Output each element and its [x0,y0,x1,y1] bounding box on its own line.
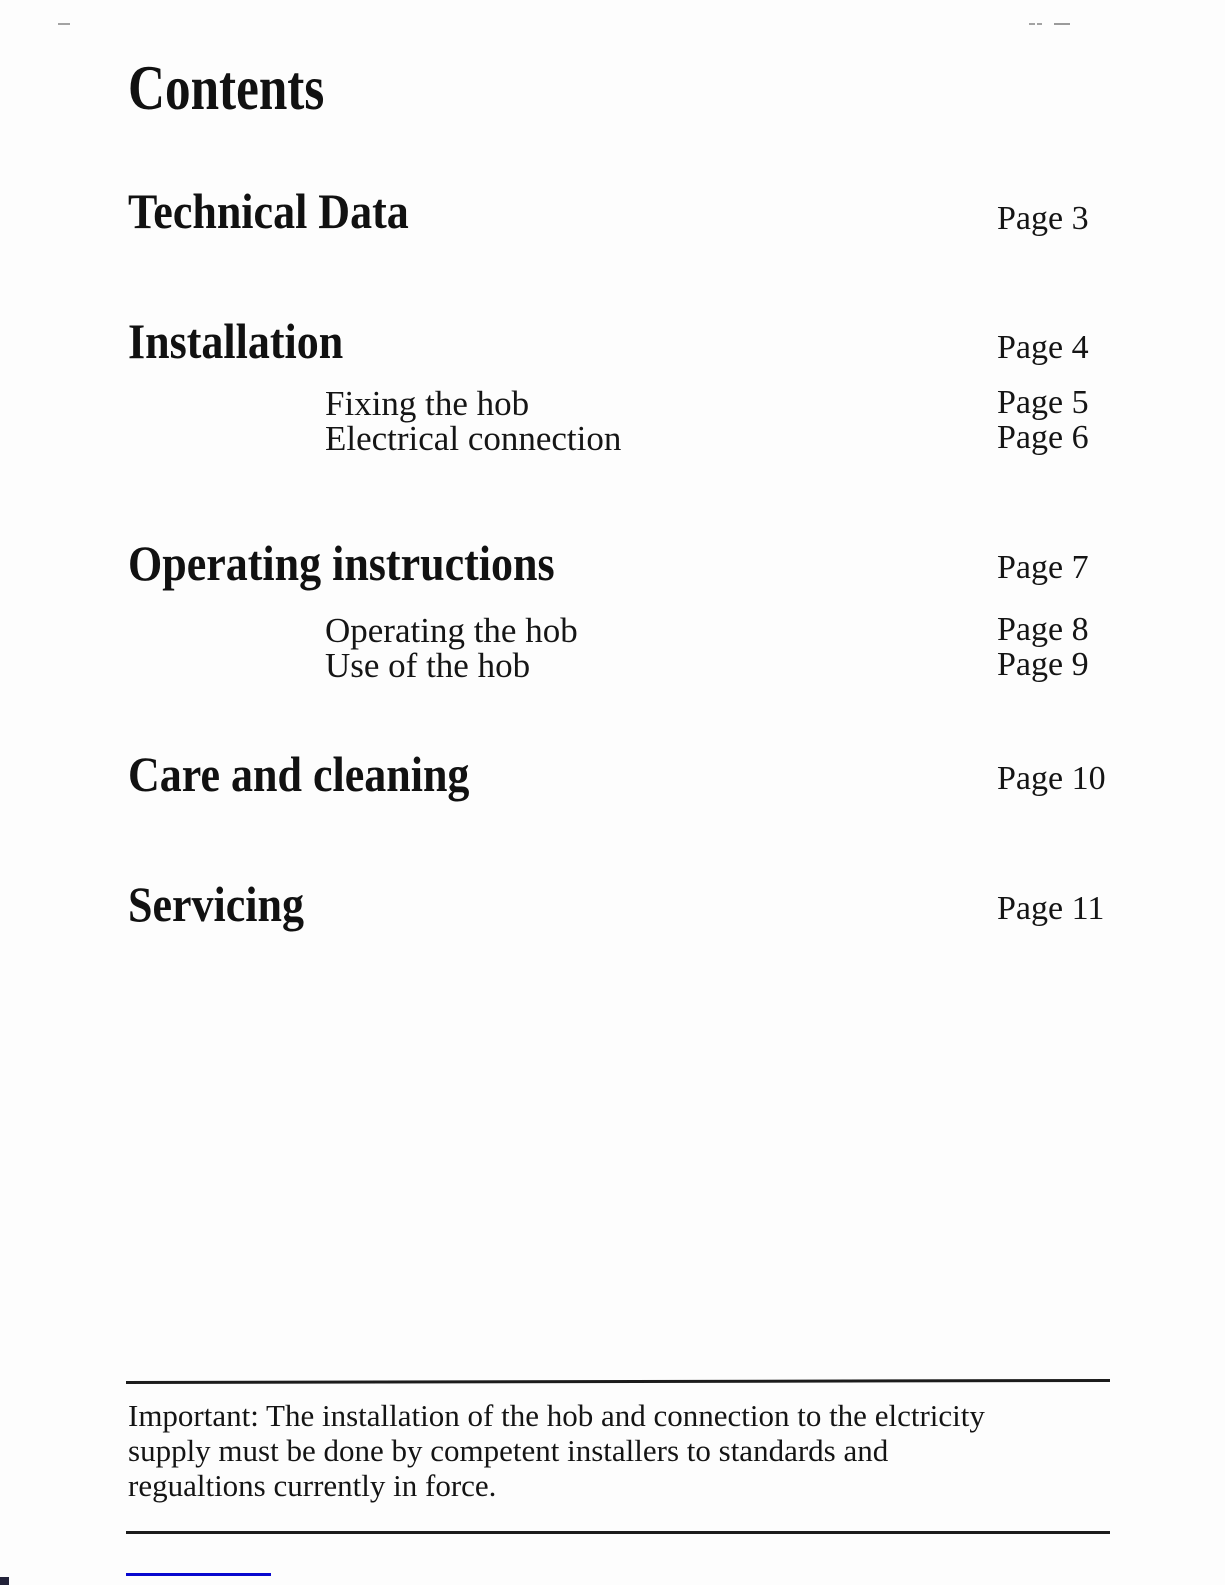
blue-underline-artifact [126,1573,271,1576]
toc-page-operating-instructions: Page 7 [997,549,1089,586]
toc-subitem-use-of-the-hob: Use of the hob [325,646,531,685]
scan-artifact-dash-right-3 [1054,23,1070,25]
toc-page-use-of-the-hob: Page 9 [997,646,1089,683]
toc-page-installation: Page 4 [997,329,1089,366]
toc-heading-servicing: Servicing [128,876,304,932]
toc-heading-technical-data: Technical Data [128,183,409,239]
toc-page-technical-data: Page 3 [997,200,1089,237]
toc-page-servicing: Page 11 [997,890,1105,927]
toc-subitem-operating-the-hob: Operating the hob [325,611,578,650]
toc-page-operating-the-hob: Page 8 [997,611,1089,648]
divider-rule-top [126,1379,1110,1384]
important-note [128,1398,1128,1503]
toc-page-fixing-the-hob: Page 5 [997,384,1089,421]
toc-subitem-electrical-connection: Electrical connection [325,419,622,458]
toc-heading-installation: Installation [128,313,344,369]
divider-rule-bottom [126,1531,1110,1534]
important-note-line-1: Important: The installation of the hob and connection to the elctricity [128,1398,985,1433]
important-note-line-2: supply must be done by competent installers to standards and [128,1433,889,1468]
page-title: Contents [128,52,325,123]
scan-artifact-dash-right-2 [1037,23,1042,25]
toc-page-electrical-connection: Page 6 [997,419,1089,456]
scan-artifact-dash-left [58,23,70,25]
important-note-line-3: regualtions currently in force. [128,1468,497,1503]
toc-heading-care-and-cleaning: Care and cleaning [128,746,470,802]
toc-subitem-fixing-the-hob: Fixing the hob [325,384,530,423]
toc-heading-operating-instructions: Operating instructions [128,535,555,591]
scan-artifact-corner [0,1577,9,1585]
toc-page-care-and-cleaning: Page 10 [997,760,1106,797]
scan-artifact-dash-right-1 [1029,23,1035,25]
